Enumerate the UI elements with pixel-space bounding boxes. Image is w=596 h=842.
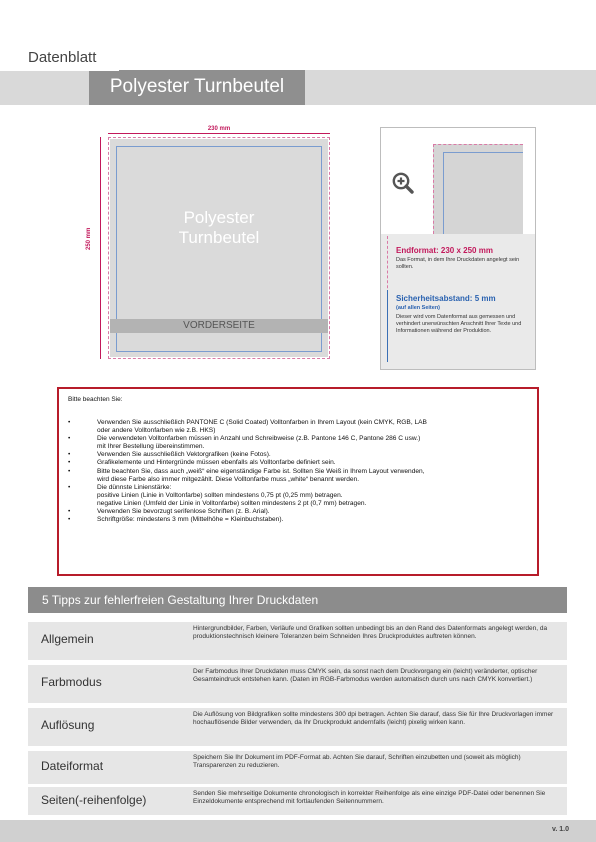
notes-item: mit Ihrer Bestellung übereinstimmen. (97, 443, 205, 451)
notes-item: • Verwenden Sie bevorzugt serifenlose Schriften (z. B. Arial). (68, 508, 270, 516)
datasheet-label-box (0, 47, 119, 71)
tip-text: Die Auflösung von Bildgrafiken sollte mindestens 300 dpi betragen. Achten Sie darauf, dass Sie für Ihre Druckvorlagen immer hochauflösende Bilder verwenden, da Ihr Druckprodukt andernfalls (leicht) pixelig wirken kann. (193, 711, 554, 727)
product-title-line1: Polyester (183, 208, 255, 227)
tip-row-resolution (28, 708, 567, 746)
tip-row-file-format (28, 751, 567, 784)
version-label: v. 1.0 (552, 826, 569, 833)
width-dimension-label: 230 mm (207, 126, 231, 132)
tip-text: Der Farbmodus Ihrer Druckdaten muss CMYK sein, da sonst nach dem Druckvorgang ein (leicht) veränderter, optischer Gesamteindruck entstehen kann. (Daten im RGB-Farbmodus werden automatisch durch uns nach CMYK konvertiert.) (193, 668, 538, 684)
tip-row-general (28, 622, 567, 660)
notes-item: • Grafikelemente und Hintergründe müssen ebenfalls als Volltonfarbe definiert sein. (68, 459, 336, 467)
tip-label: Dateiformat (41, 759, 104, 773)
tip-text: Speichern Sie Ihr Dokument im PDF-Format ab. Achten Sie darauf, Schriften einzubetten und (soweit als möglich) Transparenzen zu reduzieren. (193, 754, 521, 770)
notes-item: oder andere Volltonfarben wie z.B. HKS) (97, 427, 216, 435)
width-dimension-line (108, 133, 330, 134)
tips-title: 5 Tipps zur fehlerfreien Gestaltung Ihrer Druckdaten (42, 593, 319, 607)
notes-item: • Schriftgröße: mindestens 3 mm (Mittelhöhe = Kleinbuchstaben). (68, 516, 284, 524)
notes-item: • Verwenden Sie ausschließlich Vektorgrafiken (keine Fotos). (68, 451, 271, 459)
endformat-description: Das Format, in dem Ihre Druckdaten angelegt sein sollten. (396, 257, 520, 270)
notes-item: • Die dünnste Linienstärke: (68, 483, 172, 491)
datasheet-label: Datenblatt (28, 49, 97, 66)
notes-item: positive Linien (Linie in Volltonfarbe) sollten mindestens 0,75 pt (0,25 mm) betragen. (97, 491, 343, 499)
product-title-line2: Turnbeutel (178, 228, 260, 247)
footer-bar (0, 820, 596, 842)
notes-list (68, 419, 530, 524)
zoom-in-icon (392, 172, 414, 194)
safety-marker (387, 290, 388, 362)
safety-margin-description: Dieser wird vom Datenformat aus gemessen und verhindert unerwünschten Anschnitt Ihrer Texte und Informationen während der Produktion. (396, 314, 522, 334)
tip-label: Auflösung (41, 718, 95, 732)
notes-heading: Bitte beachten Sie: (68, 396, 123, 403)
notes-item: • Die verwendeten Volltonfarben müssen in Anzahl und Schreibweise (z.B. Pantone 146 C, Pantone 286 C usw.) (68, 435, 421, 443)
tip-label: Farbmodus (41, 675, 102, 689)
tip-row-page-order (28, 787, 567, 815)
notes-item: wird diese Farbe also immer mitgezählt. Diese Volltonfarbe muss „white“ benannt werden. (97, 475, 360, 483)
tip-text: Hintergrundbilder, Farben, Verläufe und Grafiken sollten unbedingt bis an den Rand des Datenformats angelegt werden, da produktionstechnisch kleinere Toleranzen beim Schneiden Ihres Druckproduktes auftreten können. (193, 625, 548, 641)
product-title (110, 208, 328, 248)
endformat-title: Endformat: 230 x 250 mm (396, 246, 493, 255)
tip-text: Senden Sie mehrseitige Dokumente chronologisch in korrekter Reihenfolge als eine einzige PDF-Datei oder benennen Sie Einzeldokumente entsprechend mit fortlaufenden Seitennummern. (193, 790, 546, 806)
front-side-label: VORDERSEITE (183, 320, 255, 331)
height-dimension-label: 250 mm (86, 227, 92, 250)
notes-item: • Verwenden Sie ausschließlich PANTONE C (Solid Coated) Volltonfarben in Ihrem Layout (kein CMYK, RGB, LAB (68, 419, 427, 426)
safety-margin-title: Sicherheitsabstand: 5 mm (396, 294, 496, 303)
page-title: Polyester Turnbeutel (109, 76, 285, 97)
tip-label: Allgemein (41, 632, 94, 646)
tip-label: Seiten(-reihenfolge) (41, 793, 147, 807)
notes-item: • Bitte beachten Sie, dass auch „weiß“ eine eigenständige Farbe ist. Sollten Sie Weiß in Ihrem Layout verwenden, (68, 467, 425, 475)
safety-margin-subtitle: (auf allen Seiten) (396, 305, 441, 311)
height-dimension-line (100, 137, 101, 359)
zoom-safety-margin (443, 152, 523, 234)
notes-item: negative Linien (Umfeld der Linie in Volltonfarbe) sollten mindestens 2 pt (0,7 mm) betragen. (97, 499, 367, 507)
tip-row-color-mode (28, 665, 567, 703)
